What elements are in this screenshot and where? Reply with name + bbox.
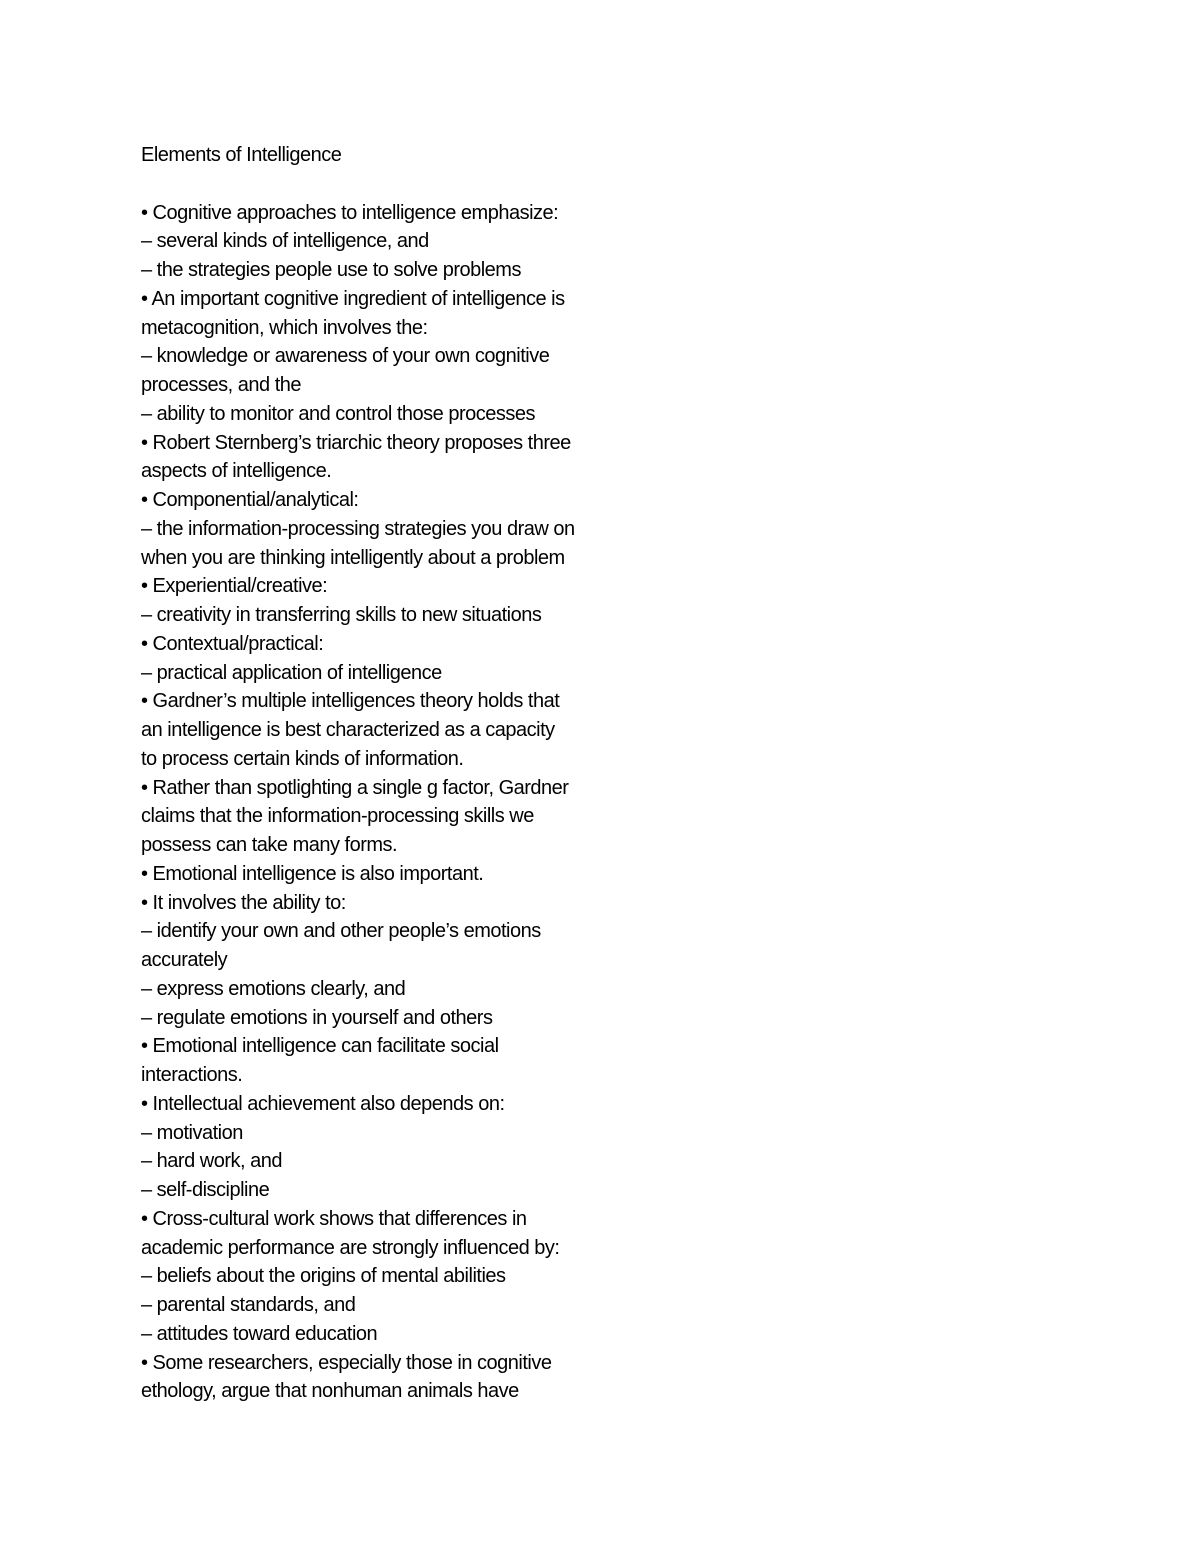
text-line: – creativity in transferring skills to new situations <box>141 604 542 626</box>
text-line: – practical application of intelligence <box>141 661 442 684</box>
text-line: – identify your own and other people’s emotions <box>141 920 541 943</box>
text-line: an intelligence is best characterized as a capacity <box>141 719 555 741</box>
text-line: processes, and the <box>141 374 301 396</box>
text-line: claims that the information-processing skills we <box>141 805 534 828</box>
text-line: • Cross-cultural work shows that differences in <box>141 1207 527 1230</box>
text-line: – attitudes toward education <box>141 1322 378 1345</box>
text-line: when you are thinking intelligently about a problem <box>141 546 565 569</box>
text-line: • Robert Sternberg’s triarchic theory proposes three <box>141 431 571 454</box>
text-line: – several kinds of intelligence, and <box>141 230 429 253</box>
text-line: aspects of intelligence. <box>141 460 332 483</box>
text-line: – the information-processing strategies you draw on <box>141 517 575 540</box>
text-line: – regulate emotions in yourself and others <box>141 1006 493 1029</box>
text-line: • Cognitive approaches to intelligence emphasize: <box>141 201 559 224</box>
document-title: Elements of Intelligence <box>141 144 342 166</box>
text-line: – hard work, and <box>141 1150 282 1173</box>
text-line: – parental standards, and <box>141 1294 356 1316</box>
document-lines <box>141 199 701 1407</box>
text-line: – beliefs about the origins of mental abilities <box>141 1265 506 1288</box>
text-line: – motivation <box>141 1121 243 1144</box>
text-line: to process certain kinds of information. <box>141 747 464 770</box>
text-line: • Contextual/practical: <box>141 632 324 655</box>
text-line: – the strategies people use to solve problems <box>141 259 521 281</box>
document-body <box>141 141 701 1406</box>
text-line: – ability to monitor and control those processes <box>141 402 535 425</box>
text-line: • An important cognitive ingredient of intelligence is <box>141 287 565 310</box>
text-line: ethology, argue that nonhuman animals have <box>141 1380 519 1403</box>
text-line: – self-discipline <box>141 1179 270 1201</box>
text-line: – express emotions clearly, and <box>141 977 406 1000</box>
text-line: interactions. <box>141 1064 243 1086</box>
text-line: accurately <box>141 949 228 971</box>
text-line: academic performance are strongly influenced by: <box>141 1236 560 1259</box>
text-line: • Some researchers, especially those in cognitive <box>141 1351 552 1374</box>
text-line: metacognition, which involves the: <box>141 316 428 339</box>
title-spacer <box>141 170 701 199</box>
text-line: • Experiential/creative: <box>141 575 328 598</box>
text-line: • Gardner’s multiple intelligences theory holds that <box>141 690 560 713</box>
text-line: • It involves the ability to: <box>141 891 346 914</box>
text-line: • Componential/analytical: <box>141 489 359 511</box>
text-line: • Emotional intelligence can facilitate social <box>141 1035 499 1058</box>
text-line: • Intellectual achievement also depends on: <box>141 1092 505 1115</box>
text-line: – knowledge or awareness of your own cognitive <box>141 345 550 368</box>
text-line: possess can take many forms. <box>141 834 398 856</box>
text-line: • Rather than spotlighting a single g factor, Gardner <box>141 776 569 799</box>
text-line: • Emotional intelligence is also important. <box>141 862 484 885</box>
